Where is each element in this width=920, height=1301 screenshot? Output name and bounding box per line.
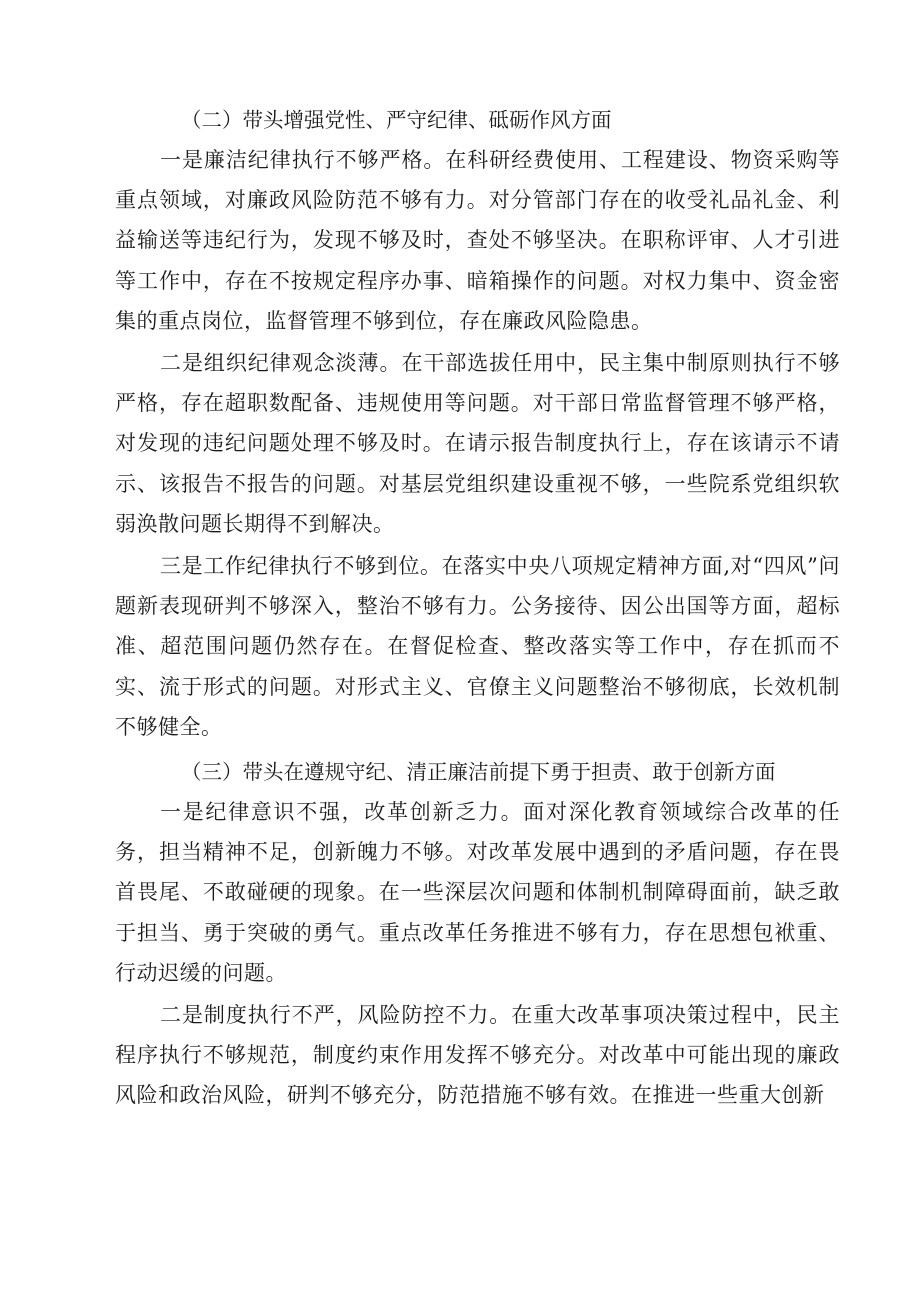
paragraph-work-discipline: 三是工作纪律执行不够到位。在落实中央八项规定精神方面,对“四风”问题新表现研判不够深入，整治不够有力。公务接待、因公出国等方面，超标准、超范围问题仍然存在。在督促检查、整改落实等工作中，存在抓而不实、流于形式的问题。对形式主义、官僚主义问题整治不够彻底，长效机制不够健全。 [115, 554, 840, 739]
section-heading-3: （三）带头在遵规守纪、清正廉洁前提下勇于担责、敢于创新方面 [181, 760, 776, 785]
paragraph-reform-innovation: 一是纪律意识不强，改革创新乏力。面对深化教育领域综合改革的任务，担当精神不足，创新魄力不够。对改革发展中遇到的矛盾问题，存在畏首畏尾、不敢碰硬的现象。在一些深层次问题和体制机制障碍面前，缺乏敢于担当、勇于突破的勇气。重点改革任务推进不够有力，存在思想包袱重、行动迟缓的问题。 [115, 800, 840, 985]
paragraph-organizational-discipline: 二是组织纪律观念淡薄。在干部选拔任用中，民主集中制原则执行不够严格，存在超职数配备、违规使用等问题。对干部日常监督管理不够严格，对发现的违纪问题处理不够及时。在请示报告制度执行上，存在该请示不请示、该报告不报告的问题。对基层党组织建设重视不够，一些院系党组织软弱涣散问题长期得不到解决。 [115, 351, 840, 536]
document-body [115, 100, 840, 1116]
paragraph-system-execution: 二是制度执行不严，风险防控不力。在重大改革事项决策过程中，民主程序执行不够规范，制度约束作用发挥不够充分。对改革中可能出现的廉政风险和政治风险，研判不够充分，防范措施不够有效。在推进一些重大创新 [115, 1003, 840, 1108]
section-heading-2: （二）带头增强党性、严守纪律、砥砺作风方面 [181, 108, 612, 132]
paragraph-integrity-discipline: 一是廉洁纪律执行不够严格。在科研经费使用、工程建设、物资采购等重点领域，对廉政风险防范不够有力。对分管部门存在的收受礼品礼金、利益输送等违纪行为，发现不够及时，查处不够坚决。在职称评审、人才引进等工作中，存在不按规定程序办事、暗箱操作的问题。对权力集中、资金密集的重点岗位，监督管理不够到位，存在廉政风险隐患。 [115, 148, 840, 333]
